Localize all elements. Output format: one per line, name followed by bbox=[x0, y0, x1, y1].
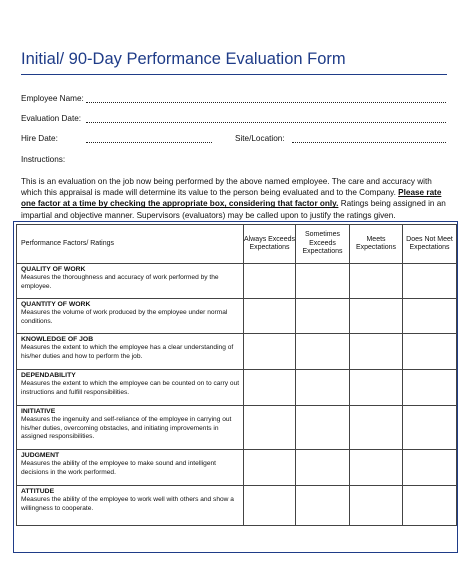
factor-description: Measures the extent to which the employee has a clear understanding of his/her duties and how to perform the job. bbox=[21, 344, 234, 360]
rating-does-not-meet-cell[interactable] bbox=[403, 370, 457, 406]
performance-factor-cell bbox=[17, 486, 244, 526]
rating-sometimes-exceeds-cell[interactable] bbox=[296, 264, 350, 299]
performance-factor-cell bbox=[17, 450, 244, 486]
rating-always-exceeds-cell[interactable] bbox=[244, 450, 296, 486]
instructions-part1: This is an evaluation on the job now being performed by the above named employee. The care and accuracy with which this appraisal is made will determine its value to the person being evaluated and to the Company. bbox=[21, 177, 432, 198]
table-row bbox=[17, 486, 457, 526]
table-row bbox=[17, 406, 457, 450]
instructions-heading: Instructions: bbox=[21, 155, 66, 164]
factor-description: Measures the volume of work produced by the employee under normal conditions. bbox=[21, 309, 228, 325]
rating-sometimes-exceeds-cell[interactable] bbox=[296, 299, 350, 334]
performance-factor-cell bbox=[17, 264, 244, 299]
ratings-table-frame bbox=[13, 221, 458, 553]
employee-name-label: Employee Name: bbox=[21, 94, 84, 103]
hire-date-label: Hire Date: bbox=[21, 134, 58, 143]
performance-factor-cell bbox=[17, 334, 244, 370]
rating-meets-cell[interactable] bbox=[350, 370, 403, 406]
rating-does-not-meet-cell[interactable] bbox=[403, 299, 457, 334]
table-row bbox=[17, 370, 457, 406]
table-row bbox=[17, 450, 457, 486]
rating-meets-cell[interactable] bbox=[350, 334, 403, 370]
evaluation-date-label: Evaluation Date: bbox=[21, 114, 82, 123]
rating-meets-cell[interactable] bbox=[350, 264, 403, 299]
header-performance-factors: Performance Factors/ Ratings bbox=[17, 225, 244, 264]
rating-always-exceeds-cell[interactable] bbox=[244, 334, 296, 370]
header-always-exceeds: Always Exceeds Expectations bbox=[244, 225, 296, 264]
rating-sometimes-exceeds-cell[interactable] bbox=[296, 370, 350, 406]
title-divider bbox=[21, 74, 447, 75]
instructions-part2: Ratings being assigned in an impartial and objective manner. Supervisors (evaluators) may be called upon to justify the ratings given. bbox=[21, 199, 446, 220]
rating-sometimes-exceeds-cell[interactable] bbox=[296, 450, 350, 486]
rating-does-not-meet-cell[interactable] bbox=[403, 450, 457, 486]
factor-name: DEPENDABILITY bbox=[21, 372, 76, 379]
site-location-label: Site/Location: bbox=[235, 134, 285, 143]
header-does-not-meet: Does Not Meet Expectations bbox=[403, 225, 457, 264]
rating-sometimes-exceeds-cell[interactable] bbox=[296, 334, 350, 370]
performance-factor-cell bbox=[17, 370, 244, 406]
rating-sometimes-exceeds-cell[interactable] bbox=[296, 486, 350, 526]
header-sometimes-exceeds: Sometimes Exceeds Expectations bbox=[296, 225, 350, 264]
performance-factor-cell bbox=[17, 299, 244, 334]
rating-meets-cell[interactable] bbox=[350, 406, 403, 450]
instructions-text bbox=[21, 176, 453, 221]
employee-name-line[interactable] bbox=[86, 102, 446, 103]
performance-factor-cell bbox=[17, 406, 244, 450]
hire-date-line[interactable] bbox=[86, 142, 212, 143]
rating-does-not-meet-cell[interactable] bbox=[403, 264, 457, 299]
rating-does-not-meet-cell[interactable] bbox=[403, 334, 457, 370]
table-row bbox=[17, 299, 457, 334]
rating-always-exceeds-cell[interactable] bbox=[244, 486, 296, 526]
factor-description: Measures the ingenuity and self-reliance of the employee in carrying out his/her duties, overcoming obstacles, and initiating improvements in assigned responsibilities. bbox=[21, 416, 232, 441]
factor-description: Measures the ability of the employee to work well with others and show a willingness to cooperate. bbox=[21, 496, 234, 512]
rating-sometimes-exceeds-cell[interactable] bbox=[296, 406, 350, 450]
rating-always-exceeds-cell[interactable] bbox=[244, 299, 296, 334]
factor-description: Measures the extent to which the employee can be counted on to carry out instructions and fulfill responsibilities. bbox=[21, 380, 240, 396]
site-location-line[interactable] bbox=[292, 142, 446, 143]
factor-name: JUDGMENT bbox=[21, 452, 60, 459]
header-meets: Meets Expectations bbox=[350, 225, 403, 264]
rating-always-exceeds-cell[interactable] bbox=[244, 370, 296, 406]
rating-always-exceeds-cell[interactable] bbox=[244, 406, 296, 450]
factor-description: Measures the ability of the employee to make sound and intelligent decisions in the work performed. bbox=[21, 460, 216, 476]
factor-name: QUANTITY OF WORK bbox=[21, 301, 91, 308]
rating-does-not-meet-cell[interactable] bbox=[403, 486, 457, 526]
form-title: Initial/ 90-Day Performance Evaluation Form bbox=[21, 50, 346, 68]
factor-name: ATTITUDE bbox=[21, 488, 55, 495]
rating-does-not-meet-cell[interactable] bbox=[403, 406, 457, 450]
rating-meets-cell[interactable] bbox=[350, 486, 403, 526]
factor-name: KNOWLEDGE OF JOB bbox=[21, 336, 94, 343]
table-row bbox=[17, 264, 457, 299]
evaluation-date-line[interactable] bbox=[86, 122, 446, 123]
table-row bbox=[17, 334, 457, 370]
factor-name: INITIATIVE bbox=[21, 408, 56, 415]
ratings-table bbox=[16, 224, 457, 526]
rating-meets-cell[interactable] bbox=[350, 299, 403, 334]
table-header-row bbox=[17, 225, 457, 264]
rating-meets-cell[interactable] bbox=[350, 450, 403, 486]
rating-always-exceeds-cell[interactable] bbox=[244, 264, 296, 299]
factor-name: QUALITY OF WORK bbox=[21, 266, 86, 273]
factor-description: Measures the thoroughness and accuracy of work performed by the employee. bbox=[21, 274, 219, 290]
instructions-emphasis: Please rate one factor at a time by checking the appropriate box, considering that factor only. bbox=[21, 188, 442, 209]
